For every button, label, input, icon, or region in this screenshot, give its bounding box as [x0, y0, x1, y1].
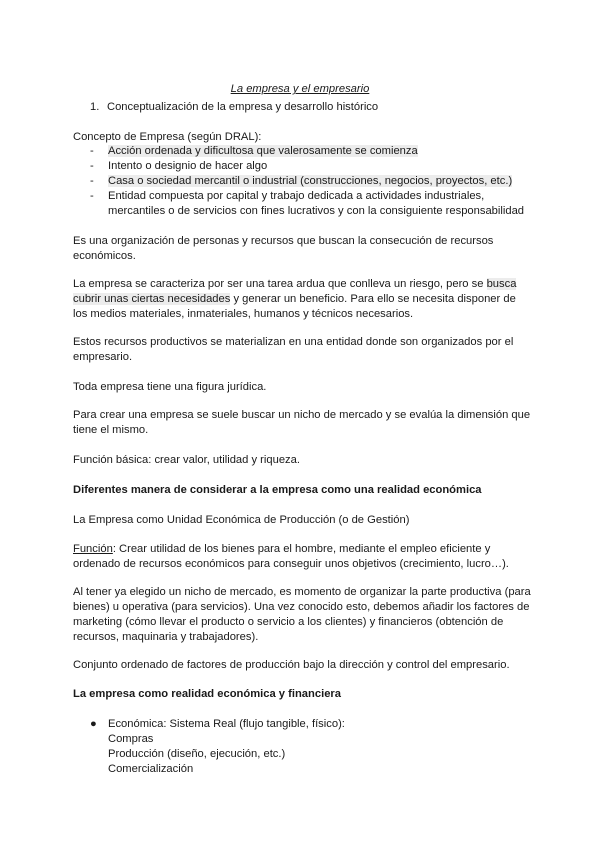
list-item	[90, 144, 540, 159]
dash-marker: -	[90, 190, 94, 202]
document-title: La empresa y el empresario	[230, 83, 370, 96]
list-item-text: Intento o designio de hacer algo	[108, 160, 268, 172]
sub-item: Compras	[108, 733, 154, 745]
paragraph: Función básica: crear valor, utilidad y riqueza.	[73, 454, 300, 466]
list-item-text: Acción ordenada y dificultosa que valerosamente se comienza	[108, 145, 418, 157]
paragraph: Conjunto ordenado de factores de producción bajo la dirección y control del empresario.	[73, 659, 510, 671]
dash-marker: -	[90, 175, 94, 187]
funcion-label: Función	[73, 543, 113, 555]
paragraph: Al tener ya elegido un nicho de mercado, es momento de organizar la parte productiva (para bienes) u operativa (para servicios). Una vez conocido esto, debemos añadir los factores de marketing (cómo llevar el producto o servicio a los clientes) y financieros (obtención de recursos, maquinaria y trabajadores).	[73, 586, 531, 643]
section-number: 1.	[90, 101, 100, 113]
list-item	[90, 717, 530, 732]
bullet-marker: ●	[90, 718, 97, 730]
sub-item: Comercialización	[108, 763, 194, 775]
paragraph: Toda empresa tiene una figura jurídica.	[73, 381, 267, 393]
bullet-list	[90, 717, 530, 777]
section-heading-3: La empresa como realidad económica y financiera	[73, 688, 341, 700]
paragraph-text: : Crear utilidad de los bienes para el hombre, mediante el empleo eficiente y ordenado de recursos económicos para conseguir unos objetivos (crecimiento, lucro…).	[73, 543, 509, 570]
concepto-heading: Concepto de Empresa (según DRAL):	[73, 131, 262, 143]
paragraph: Para crear una empresa se suele buscar un nicho de mercado y se evalúa la dimensión que tiene el mismo.	[73, 409, 531, 436]
list-item-text: Entidad compuesta por capital y trabajo dedicada a actividades industriales, mercantiles o de servicios con fines lucrativos y con la consiguiente responsabilidad	[108, 190, 525, 217]
list-item	[90, 174, 540, 189]
concepto-list	[90, 144, 540, 219]
list-item	[90, 189, 540, 219]
paragraph-text: y generar un beneficio. Para ello se necesita disponer de los medios materiales, inmateriales, humanos y técnicos necesarios.	[73, 293, 516, 320]
paragraph: Estos recursos productivos se materializan en una entidad donde son organizados por el empresario.	[73, 336, 514, 363]
sub-item: Producción (diseño, ejecución, etc.)	[108, 748, 286, 760]
section-heading-1	[90, 100, 550, 115]
paragraph-text: La empresa se caracteriza por ser una tarea ardua que conlleva un riesgo, pero se	[73, 278, 487, 290]
section-heading-2: Diferentes manera de considerar a la empresa como una realidad económica	[73, 484, 482, 496]
highlighted-text: busca cubrir unas ciertas necesidades	[73, 278, 517, 305]
list-item-text: Casa o sociedad mercantil o industrial (construcciones, negocios, proyectos, etc.)	[108, 175, 513, 187]
paragraph	[73, 277, 533, 322]
section-heading-text: Conceptualización de la empresa y desarrollo histórico	[107, 101, 379, 113]
dash-marker: -	[90, 160, 94, 172]
paragraph: La Empresa como Unidad Económica de Producción (o de Gestión)	[73, 514, 410, 526]
paragraph: Es una organización de personas y recursos que buscan la consecución de recursos económicos.	[73, 235, 494, 262]
list-item	[90, 159, 540, 174]
paragraph	[73, 542, 533, 572]
list-item-text: Económica: Sistema Real (flujo tangible, físico):	[108, 718, 345, 730]
dash-marker: -	[90, 145, 94, 157]
